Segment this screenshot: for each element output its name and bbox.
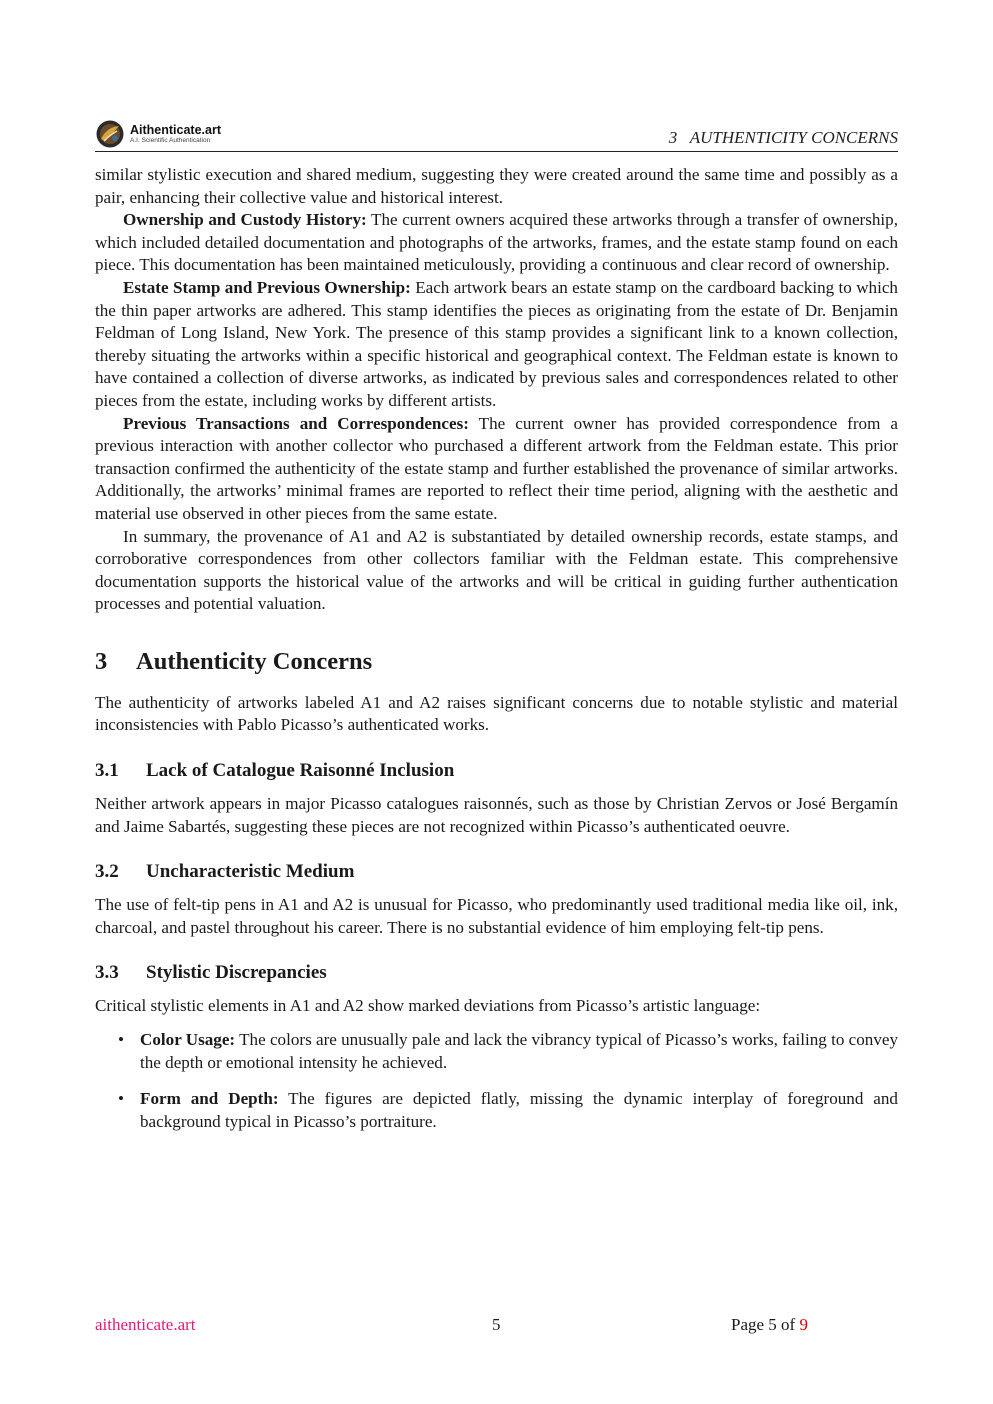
paragraph-transactions: [95, 413, 898, 526]
subsection-number: 3.3: [95, 962, 119, 984]
list-item-lead: Color Usage:: [140, 1030, 236, 1050]
paragraph-summary: In summary, the provenance of A1 and A2 is substantiated by detailed ownership records, estate stamps, and corroborative correspondences from other collectors familiar with the Feldman estate. This comprehensive documentation supports the historical value of the artworks and will be critical in guiding further authentication processes and potential valuation.: [95, 526, 898, 614]
paragraph-ownership: [95, 209, 898, 277]
list-item: [95, 1029, 898, 1074]
section-title: Authenticity Concerns: [136, 647, 373, 675]
footer-page-count: [731, 1315, 808, 1335]
subsection-heading: [95, 759, 898, 783]
page-footer: [95, 1315, 898, 1339]
footer-page-number: 5: [492, 1315, 501, 1334]
bullet-list: [95, 1029, 898, 1133]
logo-tagline: A.I. Scientific Authentication: [130, 136, 211, 144]
logo: [95, 119, 221, 149]
subsection-title: Lack of Catalogue Raisonné Inclusion: [146, 760, 455, 782]
paragraph-text: The current owner has provided correspondence from a previous interaction with another collector who purchased a different artwork from the Feldman estate. This prior transaction confirmed the authenticity of the estate stamp and further established the provenance of similar artworks. Additionally, the artworks’ minimal frames are reported to reflect their time period, aligning with the aesthetic and material use observed in other pieces from the same estate.: [95, 413, 898, 523]
section-number: 3: [95, 647, 108, 675]
subsection-text: Neither artwork appears in major Picasso catalogues raisonnés, such as those by Christian Zervos or José Bergamín and Jaime Sabartés, suggesting these pieces are not recognized within Picasso’s authenticated oeuvre.: [95, 794, 898, 836]
list-item: [95, 1088, 898, 1133]
paragraph-lead: Estate Stamp and Previous Ownership:: [123, 277, 411, 297]
subsection-heading: [95, 961, 898, 985]
paragraph-estate-stamp: [95, 277, 898, 413]
paragraph-lead: Previous Transactions and Correspondences:: [123, 413, 469, 433]
subsection-title: Uncharacteristic Medium: [146, 861, 355, 883]
subsection-title: Stylistic Discrepancies: [146, 962, 327, 984]
subsection-text: The use of felt-tip pens in A1 and A2 is unusual for Picasso, who predominantly used traditional media like oil, ink, charcoal, and pastel throughout his career. There is no substantial evidence of him employing felt-tip pens.: [95, 895, 898, 937]
paragraph-continuation: similar stylistic execution and shared medium, suggesting they were created around the same time and possibly as a pair, enhancing their collective value and historical interest.: [95, 165, 898, 207]
logo-name: Aithenticate.art: [130, 123, 221, 137]
section-intro: The authenticity of artworks labeled A1 and A2 raises significant concerns due to notable stylistic and material inconsistencies with Pablo Picasso’s authenticated works.: [95, 692, 898, 735]
list-item-lead: Form and Depth:: [140, 1089, 279, 1109]
subsection-number: 3.1: [95, 760, 119, 782]
paragraph-text: Each artwork bears an estate stamp on the cardboard backing to which the thin paper artworks are adhered. This stamp identifies the pieces as originating from the estate of Dr. Benjamin Feldman of Long Island, New York. The presence of this stamp provides a significant link to a known collection, thereby situating the artworks within a specific historical and geographical context. The Feldman estate is known to have contained a collection of diverse artworks, as indicated by previous sales and correspondences related to other pieces from the estate, including works by different artists.: [95, 277, 898, 410]
running-head: 3 AUTHENTICITY CONCERNS: [668, 128, 898, 147]
page-count-total: 9: [799, 1315, 808, 1334]
bullet-icon: •: [118, 1030, 124, 1050]
section-heading: [95, 647, 898, 677]
subsection-heading: [95, 860, 898, 884]
bullet-icon: •: [118, 1089, 124, 1109]
logo-mark-icon: [95, 119, 125, 149]
page-header: [95, 117, 898, 152]
page-body: [95, 164, 898, 1147]
paragraph-lead: Ownership and Custody History:: [123, 210, 367, 230]
subsection-number: 3.2: [95, 861, 119, 883]
list-item-text: The figures are depicted flatly, missing the dynamic interplay of foreground and background typical in Picasso’s portraiture.: [140, 1089, 898, 1131]
list-item-text: The colors are unusually pale and lack the vibrancy typical of Picasso’s works, failing to convey the depth or emotional intensity he achieved.: [140, 1030, 899, 1072]
footer-link[interactable]: aithenticate.art: [95, 1315, 196, 1334]
subsection-text: Critical stylistic elements in A1 and A2 show marked deviations from Picasso’s artistic language:: [95, 996, 761, 1016]
paragraph-text: The current owners acquired these artworks through a transfer of ownership, which included detailed documentation and photographs of the artworks, frames, and the estate stamp found on each piece. This documentation has been maintained meticulously, providing a continuous and clear record of ownership.: [95, 210, 898, 275]
page-count-prefix: Page 5 of: [731, 1315, 800, 1334]
